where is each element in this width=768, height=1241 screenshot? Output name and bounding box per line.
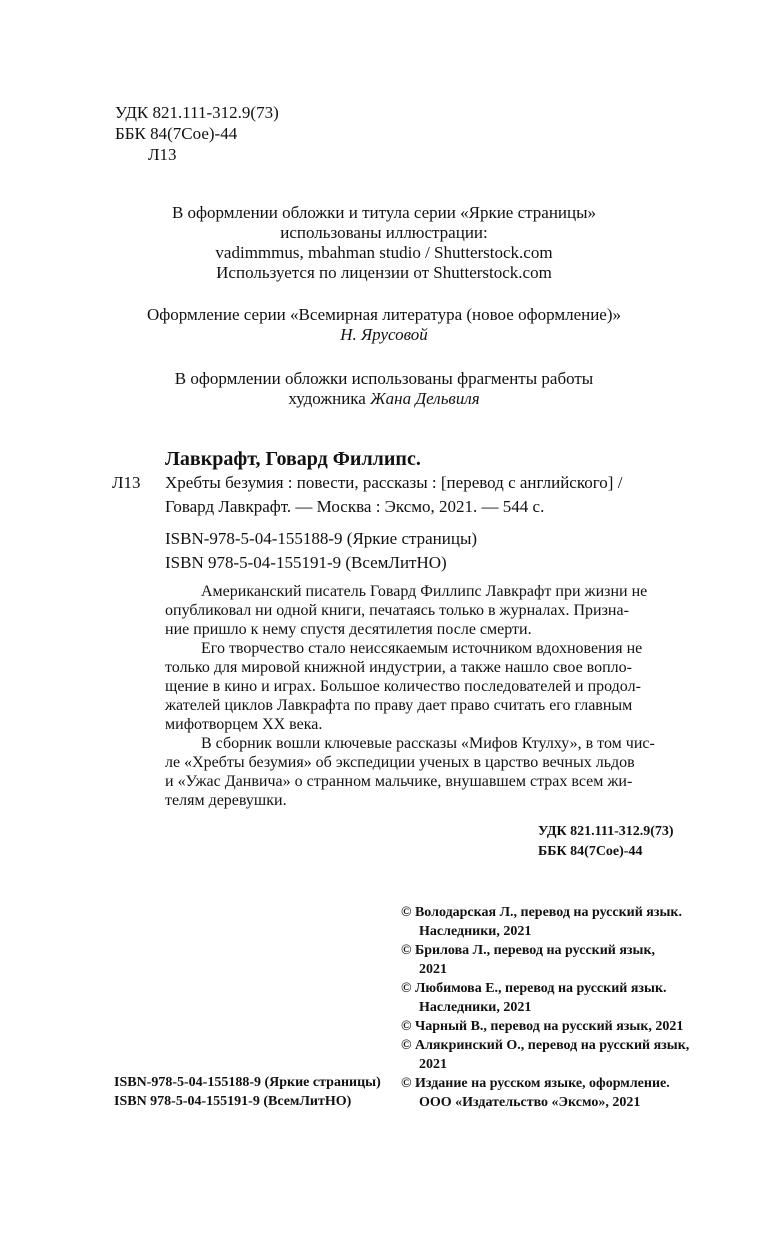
copyright-entry: © Брилова Л., перевод на русский язык, 2021: [401, 943, 656, 977]
copyright-list: [401, 903, 689, 1112]
annotation: [165, 582, 655, 810]
credit-line: В оформлении обложки использованы фрагменты работы: [174, 369, 594, 388]
artist-prefix: художника: [288, 389, 371, 408]
credits-series-design: [84, 305, 684, 345]
header-udk: УДК 821.111-312.9(73): [115, 103, 279, 122]
header-bbk: ББК 84(7Сое)-44: [115, 124, 238, 143]
credits-cover-art: [84, 369, 684, 409]
book-author: Лавкрафт, Говард Филлипс.: [165, 448, 421, 470]
copyright-entry: © Любимова Е., перевод на русский язык. Наследники, 2021: [401, 981, 667, 1015]
annotation-line: В сборник вошли ключевые рассказы «Мифов Ктулху», в том чис-: [201, 735, 655, 752]
credit-line: vadimmmus, mbahman studio / Shutterstock.com: [215, 243, 553, 262]
footer-isbn-1: ISBN-978-5-04-155188-9 (Яркие страницы): [114, 1075, 381, 1090]
series-designer: Н. Ярусовой: [340, 325, 428, 344]
copyright-entry: © Чарный В., перевод на русский язык, 2021: [401, 1019, 684, 1034]
annotation-line: жателей циклов Лавкрафта по праву дает право считать его главным: [165, 697, 633, 714]
annotation-line: мифотворцем XX века.: [165, 716, 323, 733]
footer-isbn-2: ISBN 978-5-04-155191-9 (ВсемЛитНО): [114, 1094, 352, 1109]
artist-name: Жана Дельвиля: [370, 389, 480, 408]
annotation-line: только для мировой книжной индустрии, а также нашло свое вопло-: [165, 659, 632, 676]
isbn-line: ISBN 978-5-04-155191-9 (ВсемЛитНО): [165, 553, 447, 572]
annotation-line: телям деревушки.: [165, 792, 287, 809]
bib-isbn: [165, 529, 477, 573]
annotation-line: ние пришло к нему спустя десятилетия после смерти.: [165, 621, 532, 638]
copyright-entry: © Володарская Л., перевод на русский язык. Наследники, 2021: [401, 905, 682, 939]
copyright-entry: © Издание на русском языке, оформление. ООО «Издательство «Эксмо», 2021: [401, 1076, 670, 1110]
bib-description: [165, 473, 622, 517]
annotation-line: Его творчество стало неиссякаемым источником вдохновения не: [201, 640, 643, 657]
annotation-line: опубликовал ни одной книги, печатаясь только в журналах. Призна-: [165, 602, 629, 619]
annotation-line: и «Ужас Данвича» о странном мальчике, внушавшем страх всем жи-: [165, 773, 633, 790]
credits-illustrations: [84, 203, 684, 283]
bib-code: Л13: [112, 473, 141, 492]
credit-line: использованы иллюстрации:: [280, 223, 488, 242]
copyright-entry: © Алякринский О., перевод на русский язык, 2021: [401, 1038, 690, 1072]
header-code: Л13: [148, 145, 177, 164]
credit-line: [84, 389, 684, 409]
classification-udk: УДК 821.111-312.9(73): [538, 824, 674, 839]
bib-line: Хребты безумия : повести, рассказы : [перевод с английского] /: [165, 473, 623, 492]
annotation-line: щение в кино и играх. Большое количество последователей и продол-: [165, 678, 641, 695]
annotation-line: ле «Хребты безумия» об экспедиции ученых в царство вечных льдов: [165, 754, 635, 771]
credit-line: В оформлении обложки и титула серии «Яркие страницы»: [171, 203, 597, 222]
isbn-line: ISBN-978-5-04-155188-9 (Яркие страницы): [165, 529, 478, 548]
annotation-line: Американский писатель Говард Филлипс Лавкрафт при жизни не: [201, 583, 648, 600]
bib-line: Говард Лавкрафт. — Москва : Эксмо, 2021. — 544 с.: [165, 497, 545, 516]
classification-bbk: ББК 84(7Сое)-44: [538, 844, 643, 859]
credit-line: Оформление серии «Всемирная литература (новое оформление)»: [146, 305, 622, 324]
credit-line: Используется по лицензии от Shutterstock.com: [216, 263, 552, 282]
